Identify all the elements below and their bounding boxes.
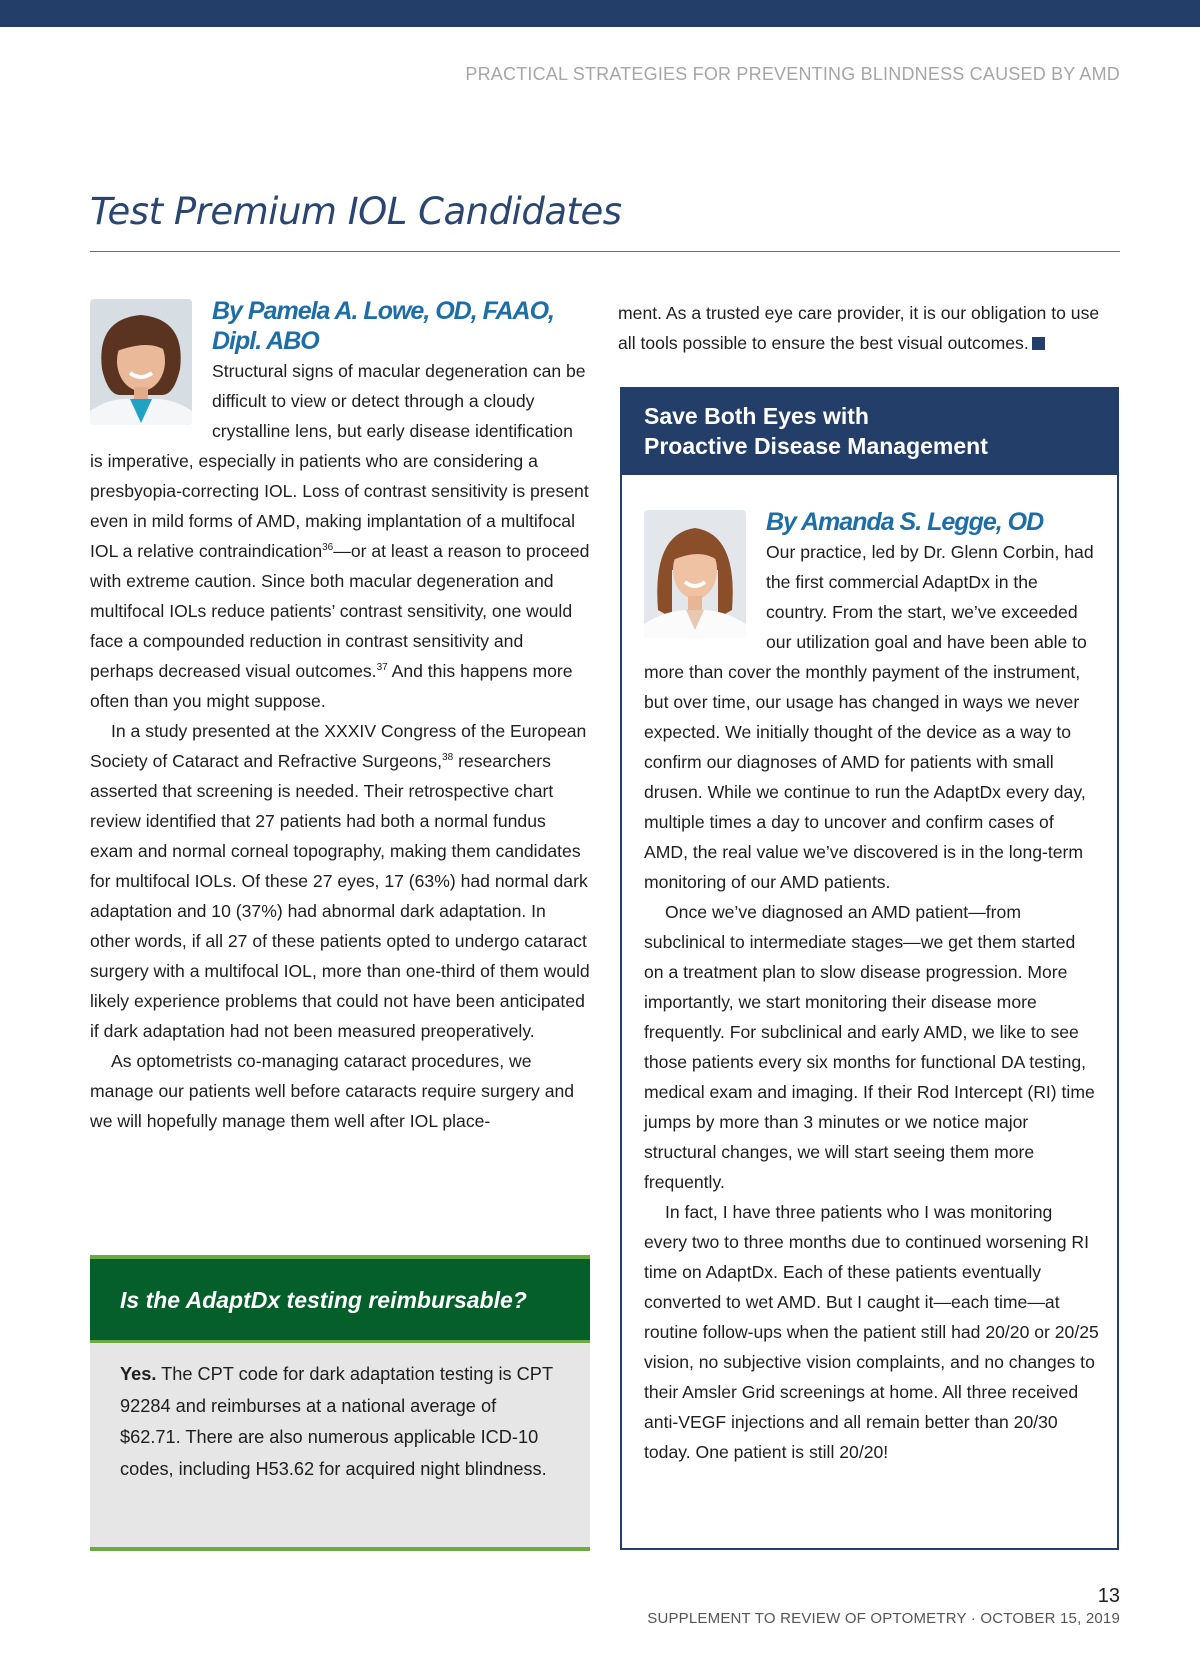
sidebar-text: Once we’ve diagnosed an AMD patient—from subclinical to intermediate stages—we get them started on a treatment plan to slow disease progression. More importantly, we start monitoring their disease more frequently. For subclinical and early AMD, we like to see those patients every six months for functional DA testing, medical exam and imaging. If their Rod Intercept (RI) time jumps by more than 3 minutes or we notice major structural changes, we will start seeing them more frequently.	[644, 902, 1095, 1192]
section-title: Test Premium IOL Candidates	[90, 190, 622, 233]
running-head: PRACTICAL STRATEGIES FOR PREVENTING BLINDNESS CAUSED BY AMD	[465, 64, 1120, 84]
article-text: ment. As a trusted eye care provider, it is our obligation to use all tools possible to ensure the best visual outcomes.	[618, 303, 1100, 353]
article-continuation	[618, 298, 1118, 358]
reimbursement-answer	[90, 1343, 590, 1485]
author-photo-icon	[644, 510, 746, 638]
reimbursement-box	[90, 1255, 590, 1551]
answer-lead: Yes.	[120, 1364, 157, 1384]
sidebar-article	[644, 507, 1099, 1467]
sidebar-text: In fact, I have three patients who I was monitoring every two to three months due to continued worsening RI time on AdaptDx. Each of these patients eventually converted to wet AMD. But I caught it—each time—at routine follow-ups when the patient still had 20/20 or 20/25 vision, no subjective vision complaints, and no changes to their Amsler Grid screenings at home. All three received anti-VEGF injections and all remain better than 20/30 today. One patient is still 20/20!	[644, 1202, 1099, 1462]
reference-36: 36	[322, 542, 334, 554]
article-text: —or at least a reason to proceed with extreme caution. Since both macular degeneration and multifocal IOLs reduce patients’ contrast sensitivity, one would face a compounded reduction in contrast sensitivity and perhaps decreased visual outcomes.	[90, 541, 590, 681]
author-photo-lowe	[90, 299, 192, 425]
reference-38: 38	[442, 752, 454, 764]
sidebar-text: Our practice, led by Dr. Glenn Corbin, had the first commercial AdaptDx in the country. From the start, we’ve exceeded our utilization goal and have been able to more than cover the monthly payment of the instrument, but over time, our usage has changed in ways we never expected. We initially thought of the device as a way to confirm our diagnoses of AMD for patients with small drusen. While we continue to run the AdaptDx every day, multiple times a day to uncover and confirm cases of AMD, the real value we’ve discovered is in the long-term monitoring of our AMD patients.	[644, 542, 1094, 892]
top-color-bar	[0, 0, 1200, 27]
publication-footer: SUPPLEMENT TO REVIEW OF OPTOMETRY · OCTOBER 15, 2019	[647, 1610, 1120, 1627]
title-divider	[90, 251, 1120, 252]
sidebar-title	[622, 389, 1117, 475]
article-text: As optometrists co-managing cataract procedures, we manage our patients well before cataracts require surgery and we will hopefully manage them well after IOL place-	[90, 1051, 575, 1131]
article-text: In a study presented at the XXXIV Congress of the European Society of Cataract and Refractive Surgeons,	[90, 721, 587, 771]
answer-text: The CPT code for dark adaptation testing is CPT 92284 and reimburses at a national average of $62.71. There are also numerous applicable ICD-10 codes, including H53.62 for acquired night blindness.	[120, 1364, 553, 1479]
article-text: And this happens more often than you might suppose.	[90, 661, 573, 711]
author-photo-icon	[90, 299, 192, 425]
sidebar-title-line2: Proactive Disease Management	[644, 433, 988, 459]
byline-lowe: By Pamela A. Lowe, OD, FAAO, Dipl. ABO	[212, 297, 554, 355]
end-mark-icon	[1032, 337, 1045, 350]
left-article	[90, 296, 590, 1136]
sidebar-box	[620, 387, 1119, 1550]
author-photo-legge	[644, 510, 746, 638]
article-text: researchers asserted that screening is needed. Their retrospective chart review identified that 27 patients had both a normal fundus exam and normal corneal topography, making them candidates for multifocal IOLs. Of these 27 eyes, 17 (63%) had normal dark adaptation and 10 (37%) had abnormal dark adaptation. In other words, if all 27 of these patients opted to undergo cataract surgery with a multifocal IOL, more than one-third of them would likely experience problems that could not have been anticipated if dark adaptation had not been measured preoperatively.	[90, 751, 590, 1041]
byline-legge: By Amanda S. Legge, OD	[766, 508, 1044, 536]
sidebar-title-line1: Save Both Eyes with	[644, 403, 869, 429]
reimbursement-question: Is the AdaptDx testing reimbursable?	[90, 1255, 590, 1343]
page-number: 13	[1097, 1585, 1120, 1607]
article-text: Structural signs of macular degeneration can be difficult to view or detect through a cloudy crystalline lens, but early disease identification is imperative, especially in patients who are considering a presbyopia-correcting IOL. Loss of contrast sensitivity is present even in mild forms of AMD, making implantation of a multifocal IOL a relative contraindication	[90, 361, 589, 561]
reference-37: 37	[376, 662, 388, 674]
